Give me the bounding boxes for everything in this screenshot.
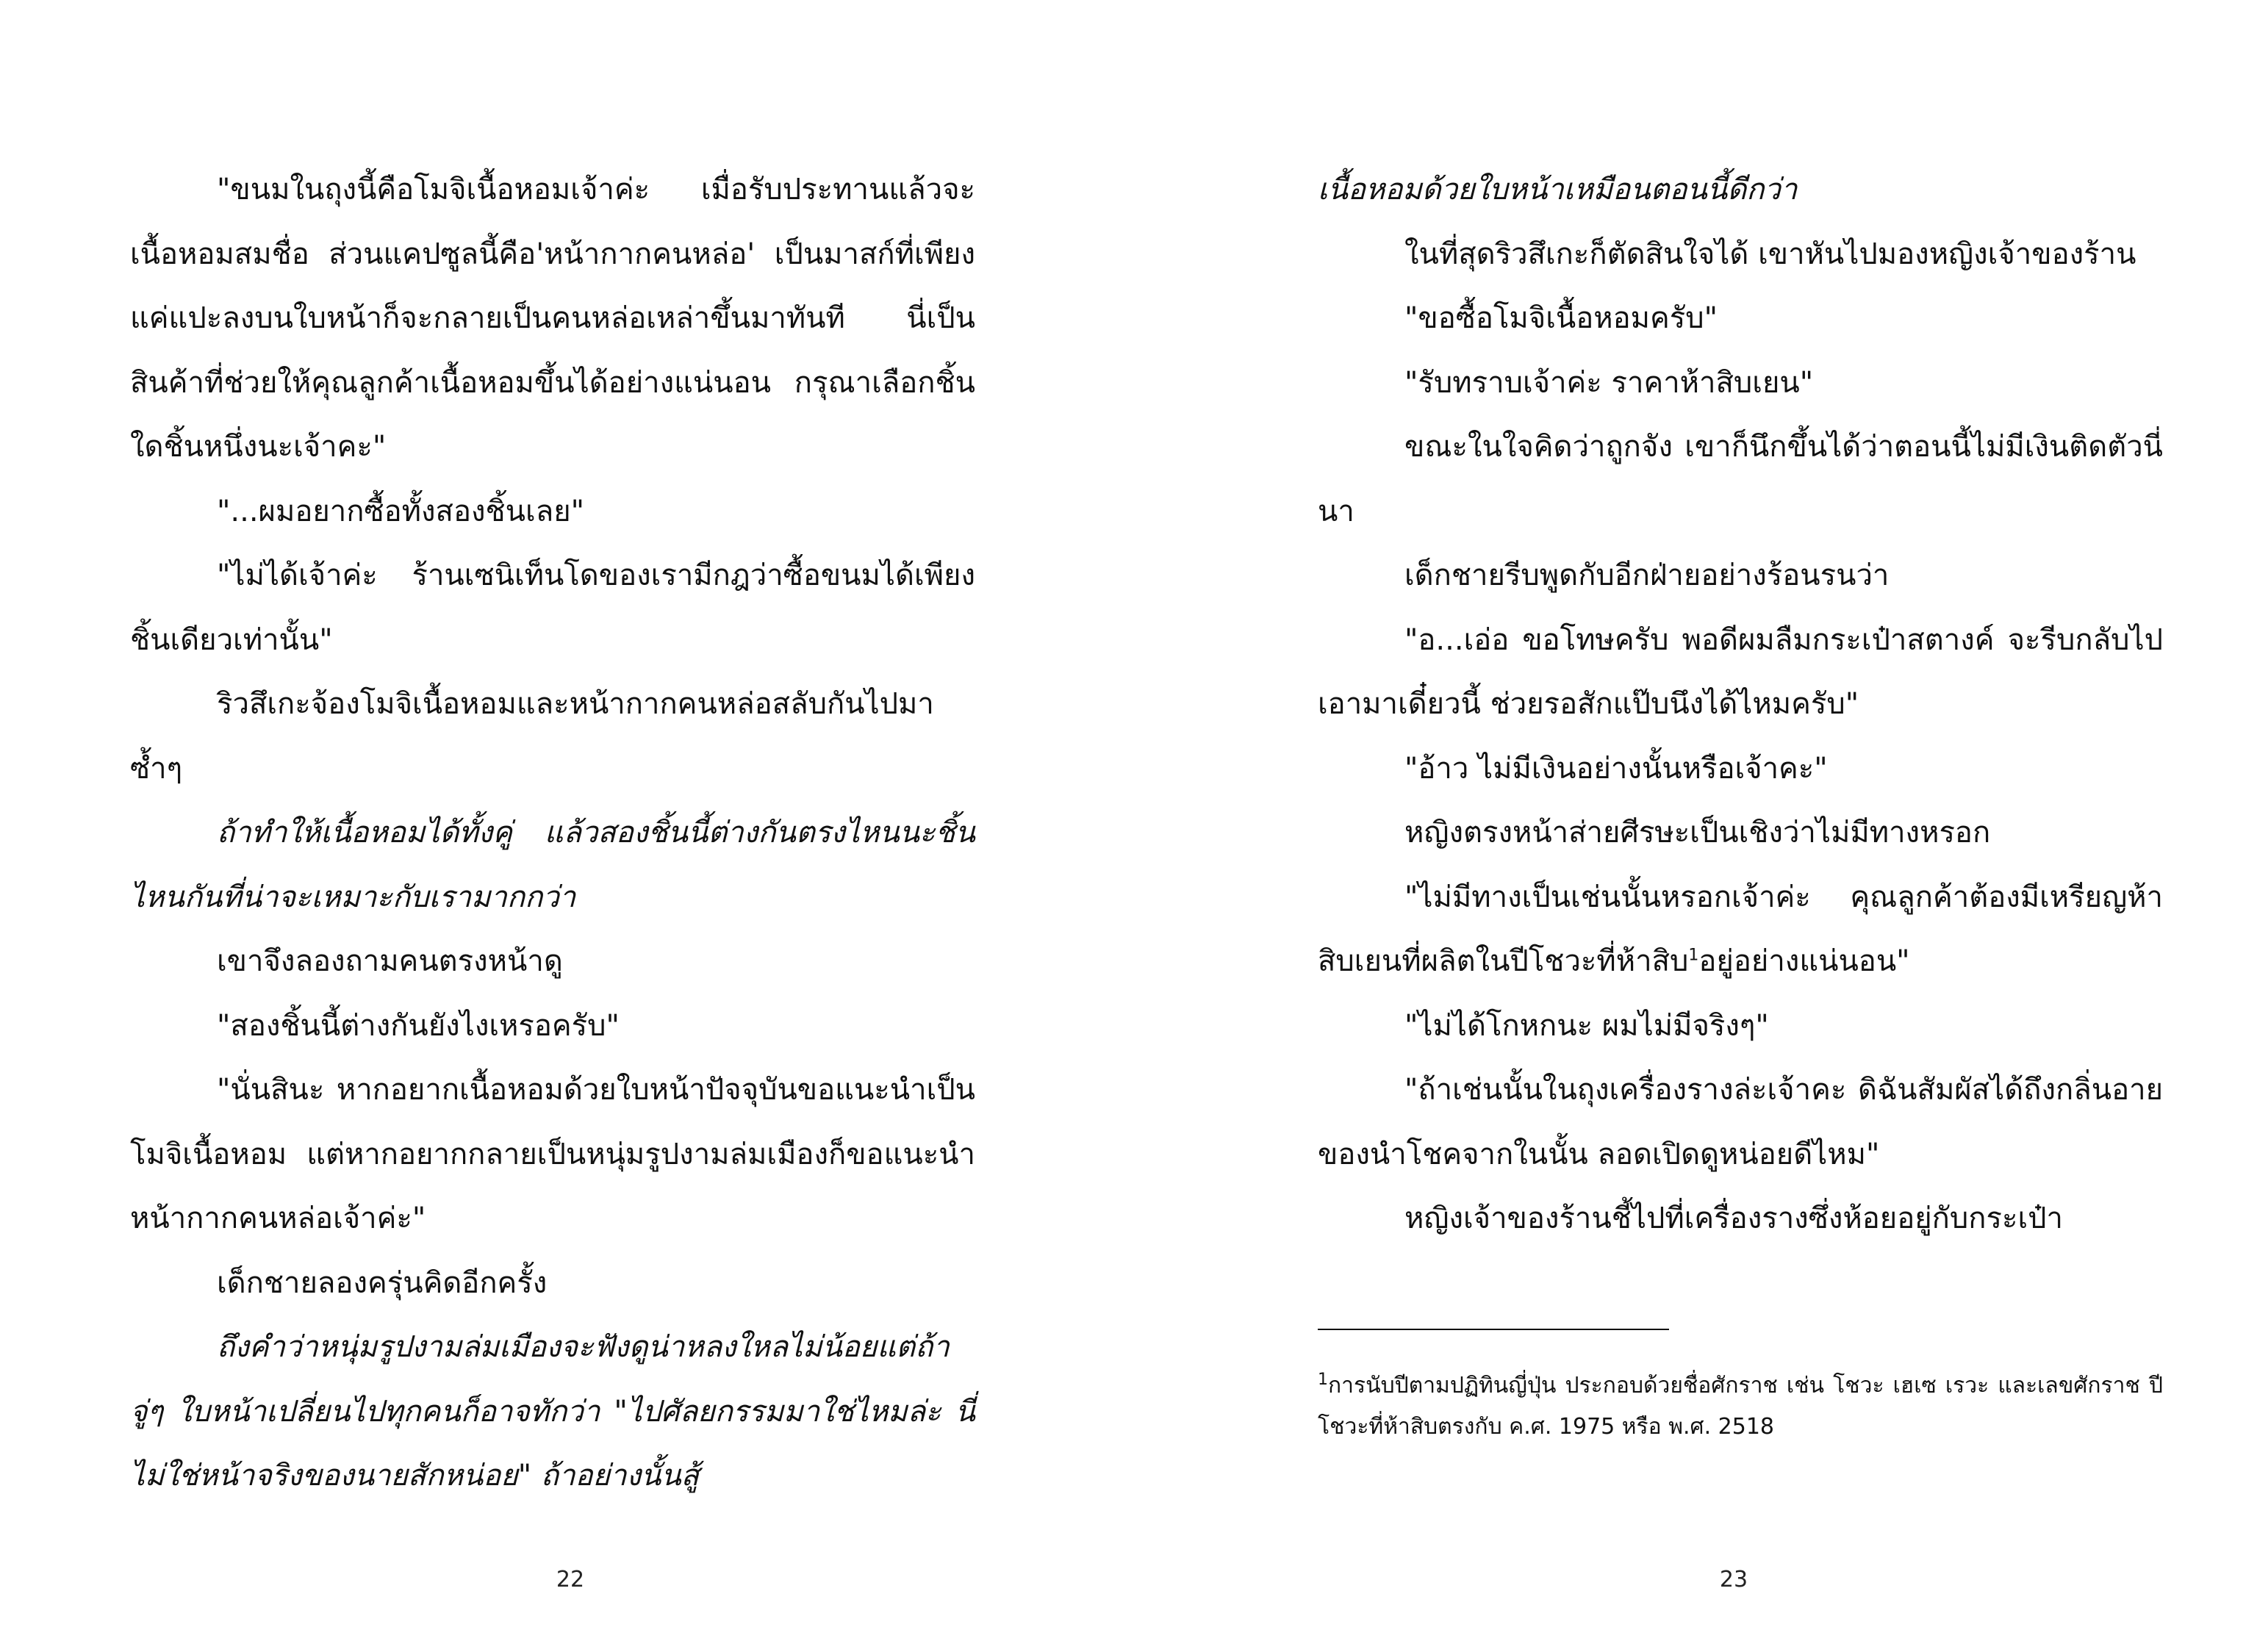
right-page xyxy=(1128,0,2257,1652)
paragraph: "สองชิ้นนี้ต่างกันยังไงเหรอครับ" xyxy=(217,1008,620,1043)
paragraph: "นั่นสินะ หากอยากเนื้อหอมด้วยใบหน้าปัจจุบันขอแนะนำเป็นโมจิเนื้อหอม แต่หากอยากกลายเป็นหนุ่มรูปงามล่มเมืองก็ขอแนะนำหน้ากากคนหล่อเจ้าค่ะ" xyxy=(130,1073,975,1235)
paragraph-italic-thought: ถ้าทำให้เนื้อหอมได้ทั้งคู่ แล้วสองชิ้นนี้ต่างกันตรงไหนนะชิ้นไหนกันที่น่าจะเหมาะกับเรามากกว่า xyxy=(130,816,975,914)
paragraph: ริวสึเกะจ้องโมจิเนื้อหอมและหน้ากากคนหล่อสลับกันไปมาซ้ำๆ xyxy=(130,687,934,786)
paragraph: เขาจึงลองถามคนตรงหน้าดู xyxy=(217,944,563,978)
paragraph: "อ...เอ่อ ขอโทษครับ พอดีผมลืมกระเป๋าสตางค์ จะรีบกลับไปเอามาเดี๋ยวนี้ ช่วยรอสักแป๊บนึงได้ไหมครับ" xyxy=(1318,622,2163,721)
paragraph: เด็กชายรีบพูดกับอีกฝ่ายอย่างร้อนรนว่า xyxy=(1404,559,1890,592)
paragraph: "อ้าว ไม่มีเงินอย่างนั้นหรือเจ้าคะ" xyxy=(1404,751,1828,786)
footnote-reference[interactable]: 1 xyxy=(1688,946,1699,965)
paragraph-with-footnote-ref xyxy=(1318,866,2163,994)
paragraph: เด็กชายลองครุ่นคิดอีกครั้ง xyxy=(217,1265,548,1300)
paragraph: "ขนมในถุงนี้คือโมจิเนื้อหอมเจ้าค่ะ เมื่อรับประทานแล้วจะเนื้อหอมสมชื่อ ส่วนแคปซูลนี้คือ'หน้ากากคนหล่อ' เป็นมาสก์ที่เพียงแค่แปะลงบนใบหน้าก็จะกลายเป็นคนหล่อเหล่าขึ้นมาทันที นี่เป็นสินค้าที่ช่วยให้คุณลูกค้าเนื้อหอมขึ้นได้อย่างแน่นอน กรุณาเลือกชิ้นใดชิ้นหนึ่งนะเจ้าคะ" xyxy=(130,173,975,464)
paragraph: "ไม่ได้เจ้าค่ะ ร้านเซนิเท็นโดของเรามีกฎว่าซื้อขนมได้เพียงชิ้นเดียวเท่านั้น" xyxy=(130,559,975,657)
footnote xyxy=(1318,1365,2163,1448)
footnote-divider xyxy=(1318,1329,1669,1330)
paragraph-italic-thought: เนื้อหอมด้วยใบหน้าเหมือนตอนนี้ดีกว่า xyxy=(1318,173,1798,206)
paragraph: "ไม่ได้โกหกนะ ผมไม่มีจริงๆ" xyxy=(1404,1008,1769,1043)
paragraph-text: "ไม่มีทางเป็นเช่นนั้นหรอกเจ้าค่ะ คุณลูกค้าต้องมีเหรียญห้าสิบเยนที่ผลิตในปีโชวะที่ห้าสิบ xyxy=(1318,880,2163,978)
page-number: 22 xyxy=(556,1567,585,1592)
footnote-mark: 1 xyxy=(1318,1371,1328,1389)
right-page-body xyxy=(1318,158,2163,1251)
paragraph: หญิงตรงหน้าส่ายศีรษะเป็นเชิงว่าไม่มีทางหรอก xyxy=(1404,816,1991,850)
page-number: 23 xyxy=(1719,1567,1748,1592)
footnote-text: การนับปีตามปฏิทินญี่ปุ่น ประกอบด้วยชื่อศักราช เช่น โชวะ เฮเซ เรวะ และเลขศักราช ปีโชวะที่ห้าสิบตรงกับ ค.ศ. 1975 หรือ พ.ศ. 2518 xyxy=(1318,1373,2163,1440)
paragraph: ในที่สุดริวสึเกะก็ตัดสินใจได้ เขาหันไปมองหญิงเจ้าของร้าน xyxy=(1404,237,2136,271)
paragraph-italic-thought: ถึงคำว่าหนุ่มรูปงามล่มเมืองจะฟังดูน่าหลงใหลไม่น้อยแต่ถ้าจู่ๆ ใบหน้าเปลี่ยนไปทุกคนก็อาจทักว่า "ไปศัลยกรรมมาใช่ไหมล่ะ นี่ไม่ใช่หน้าจริงของนายสักหน่อย" ถ้าอย่างนั้นสู้ xyxy=(130,1330,975,1493)
paragraph: ขณะในใจคิดว่าถูกจัง เขาก็นึกขึ้นได้ว่าตอนนี้ไม่มีเงินติดตัวนี่นา xyxy=(1318,430,2163,528)
paragraph: "รับทราบเจ้าค่ะ ราคาห้าสิบเยน" xyxy=(1404,365,1814,400)
paragraph: "ถ้าเช่นนั้นในถุงเครื่องรางล่ะเจ้าคะ ดิฉันสัมผัสได้ถึงกลิ่นอายของนำโชคจากในนั้น ลอดเปิดดูหน่อยดีไหม" xyxy=(1318,1073,2163,1171)
paragraph-text-continued: อยู่อย่างแน่นอน" xyxy=(1698,944,1910,978)
paragraph: "...ผมอยากซื้อทั้งสองชิ้นเลย" xyxy=(217,494,585,528)
paragraph: หญิงเจ้าของร้านชี้ไปที่เครื่องรางซึ่งห้อยอยู่กับกระเป๋า xyxy=(1404,1202,2063,1235)
paragraph: "ขอซื้อโมจิเนื้อหอมครับ" xyxy=(1404,301,1718,335)
left-page-body xyxy=(130,158,975,1509)
left-page xyxy=(0,0,1128,1652)
